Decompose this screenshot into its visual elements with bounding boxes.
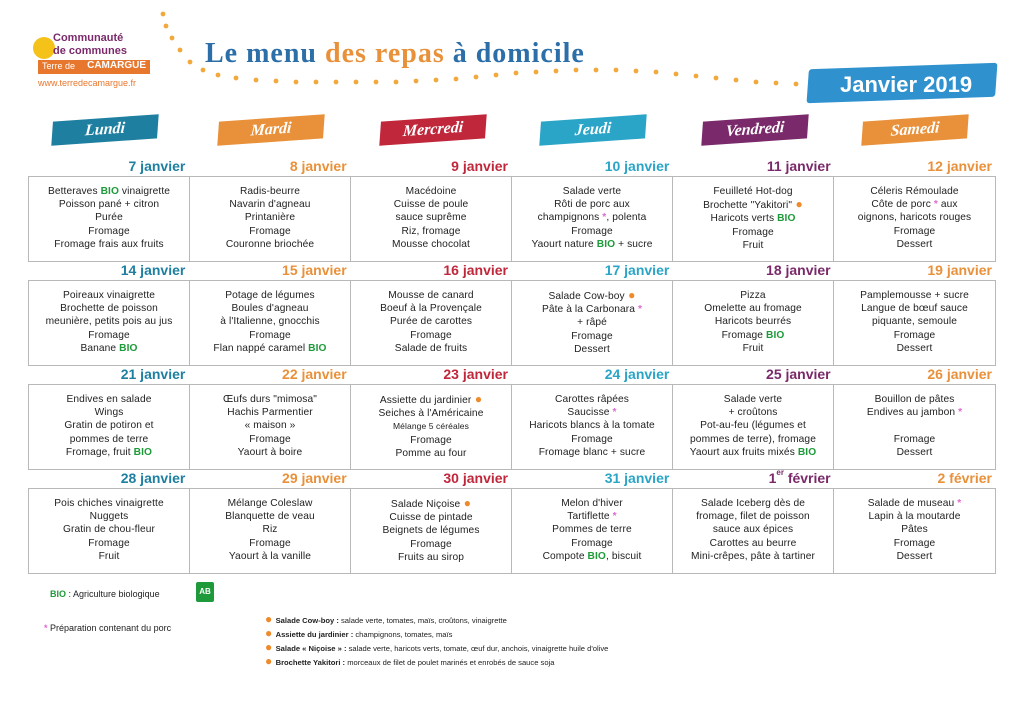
dot-icon: ● bbox=[624, 288, 636, 302]
date-label: 25 janvier bbox=[766, 366, 831, 382]
asterisk-icon: * bbox=[602, 212, 607, 224]
date-label: 30 janvier bbox=[443, 470, 508, 486]
menu-item: Pâtes bbox=[901, 524, 928, 536]
menu-item: à l'Italienne, gnocchis bbox=[220, 316, 320, 328]
date-row bbox=[28, 158, 996, 176]
menu-item: Fromage blanc + sucre bbox=[538, 446, 646, 458]
menu-item: Fruit bbox=[742, 239, 764, 251]
menu-item: Mousse de canard bbox=[388, 290, 474, 301]
menu-item: Fromage BIO bbox=[721, 329, 785, 341]
date-label: 28 janvier bbox=[120, 470, 186, 486]
menu-cell bbox=[29, 385, 190, 469]
menu-item: Pot-au-feu (légumes et bbox=[700, 420, 806, 432]
date-row bbox=[28, 262, 996, 280]
logo-line-1: Communauté bbox=[53, 32, 124, 44]
menu-cell bbox=[673, 385, 834, 469]
menu-item: Riz, fromage bbox=[401, 225, 461, 237]
menu-item: Endives au jambon * bbox=[866, 407, 963, 419]
menu-item: Hachis Parmentier bbox=[227, 407, 313, 419]
menu-item: Œufs durs "mimosa" bbox=[223, 394, 317, 405]
menu-item: Fruit bbox=[742, 342, 764, 354]
menu-item: Nuggets bbox=[89, 511, 129, 523]
date-label: 8 janvier bbox=[289, 158, 347, 174]
date-label: 22 janvier bbox=[282, 366, 347, 382]
menu-item: Betteraves BIO vinaigrette bbox=[47, 186, 171, 197]
menu-cell bbox=[834, 385, 995, 469]
menu-item: Fromage bbox=[571, 537, 613, 549]
menu-item: sauce aux épices bbox=[712, 524, 794, 536]
menu-item: Brochette de poisson bbox=[60, 303, 158, 315]
date-label: 15 janvier bbox=[282, 262, 347, 278]
menu-item: Cuisse de poule bbox=[393, 199, 469, 211]
title-part-2: des repas bbox=[325, 38, 445, 69]
menu-item: Pamplemousse + sucre bbox=[860, 290, 969, 301]
menu-item: Potage de légumes bbox=[225, 290, 315, 301]
menu-item: Fromage bbox=[88, 329, 130, 341]
date-label: 16 janvier bbox=[443, 262, 508, 278]
menu-item: Banane BIO bbox=[80, 342, 138, 354]
dot-icon: ● bbox=[792, 197, 803, 212]
menu-cell bbox=[673, 489, 834, 573]
menu-item: Seiches à l'Américaine bbox=[378, 408, 484, 420]
menu-item: Salade Cow-boy ● bbox=[548, 288, 636, 302]
menu-row bbox=[28, 176, 996, 262]
menu-item: Purée bbox=[95, 212, 123, 224]
menu-item: + croûtons bbox=[728, 407, 778, 419]
menu-item: Cuisse de pintade bbox=[389, 512, 473, 524]
menu-item: Fromage frais aux fruits bbox=[54, 238, 164, 250]
menu-item: Fruit bbox=[98, 550, 120, 562]
asterisk-icon: * bbox=[637, 304, 643, 316]
menu-item: « maison » bbox=[244, 420, 296, 432]
menu-item: Flan nappé caramel BIO bbox=[213, 342, 327, 354]
menu-item: pommes de terre bbox=[69, 433, 149, 445]
menu-item: Carottes au beurre bbox=[709, 537, 797, 549]
menu-item: Fromage bbox=[410, 538, 452, 550]
menu-item: Wings bbox=[94, 407, 124, 419]
menu-item: Poireaux vinaigrette bbox=[62, 290, 156, 301]
legend-note: ● Brochette Yakitori : morceaux de filet de poulet marinés et enrobés de sauce soja bbox=[265, 654, 555, 668]
menu-item: Fromage bbox=[410, 329, 452, 341]
menu-cell bbox=[190, 281, 351, 365]
dot-icon: ● bbox=[471, 392, 483, 406]
menu-cell bbox=[834, 489, 995, 573]
menu-item: Fruits au sirop bbox=[397, 551, 465, 563]
menu-cell bbox=[351, 281, 512, 365]
date-row bbox=[28, 366, 996, 384]
menu-cell bbox=[834, 281, 995, 365]
menu-item: Fromage bbox=[732, 226, 774, 238]
menu-item: Mélange Coleslaw bbox=[227, 498, 313, 509]
menu-item: Navarin d'agneau bbox=[229, 199, 311, 211]
menu-item: Fromage, fruit BIO bbox=[65, 446, 153, 458]
menu-item: Riz bbox=[262, 524, 278, 536]
menu-item: Fromage bbox=[249, 537, 291, 549]
menu-cell bbox=[512, 177, 673, 261]
date-label: 2 février bbox=[937, 470, 992, 486]
menu-item: Yaourt aux fruits mixés BIO bbox=[689, 446, 817, 458]
menu-cell bbox=[29, 177, 190, 261]
menu-cell bbox=[512, 489, 673, 573]
day-label: Mercredi bbox=[402, 118, 464, 141]
dot-icon: ● bbox=[265, 626, 276, 640]
menu-row bbox=[28, 488, 996, 574]
legend-pork-text: Préparation contenant du porc bbox=[50, 623, 172, 633]
menu-item: Yaourt à la vanille bbox=[228, 550, 312, 562]
date-label: 24 janvier bbox=[604, 366, 670, 382]
menu-item: Mini-crêpes, pâte à tartiner bbox=[691, 550, 815, 562]
asterisk-icon: * bbox=[958, 407, 963, 419]
menu-item: Fromage bbox=[893, 329, 936, 341]
menu-item: Melon d'hiver bbox=[561, 498, 623, 509]
menu-item: Boeuf à la Provençale bbox=[380, 303, 482, 315]
menu-item: Mélange 5 céréales bbox=[393, 421, 469, 432]
menu-item: Rôti de porc aux bbox=[554, 199, 630, 211]
title-part-1: Le menu bbox=[205, 38, 317, 69]
menu-item: Macédoine bbox=[405, 186, 457, 197]
date-label: 21 janvier bbox=[120, 366, 186, 382]
menu-item: Couronne briochée bbox=[225, 238, 315, 250]
menu-cell bbox=[351, 489, 512, 573]
legend-notes bbox=[265, 613, 608, 669]
menu-item: Feuilleté Hot-dog bbox=[713, 186, 793, 197]
menu-item: Pommes de terre bbox=[552, 524, 632, 536]
logo-band bbox=[38, 60, 150, 74]
dot-icon: ● bbox=[265, 612, 276, 626]
menu-cell bbox=[512, 385, 673, 469]
menu-item: Salade de fruits bbox=[394, 342, 468, 354]
menu-item: Salade verte bbox=[562, 186, 622, 197]
menu-item: Mousse chocolat bbox=[392, 238, 470, 250]
legend-note: ● Assiette du jardinier : champignons, tomates, maïs bbox=[265, 626, 453, 640]
menu-item: Omelette au fromage bbox=[704, 303, 802, 315]
menu-cell bbox=[190, 177, 351, 261]
date-label: 17 janvier bbox=[604, 262, 670, 278]
menu-item: Gratin de chou-fleur bbox=[62, 524, 156, 536]
legend-note: ● Salade « Niçoise » : salade verte, haricots verts, tomate, œuf dur, anchois, vinaigrette huile d'olive bbox=[265, 640, 609, 654]
date-label: 26 janvier bbox=[927, 366, 992, 382]
menu-item: Salade Niçoise ● bbox=[390, 496, 472, 510]
date-label: 18 janvier bbox=[766, 262, 831, 278]
date-label: 9 janvier bbox=[451, 158, 508, 174]
menu-item: Haricots blancs à la tomate bbox=[529, 420, 655, 432]
menu-item: Fromage bbox=[88, 225, 130, 237]
menu-item: sauce suprême bbox=[395, 212, 467, 224]
legend-pork bbox=[44, 623, 171, 633]
asterisk-icon: * bbox=[612, 511, 617, 523]
menu-item: Fromage bbox=[249, 433, 291, 445]
menu-item: Pois chiches vinaigrette bbox=[54, 498, 164, 509]
asterisk-icon: * bbox=[933, 199, 938, 211]
menu-item: + râpé bbox=[577, 317, 607, 329]
day-label: Vendredi bbox=[725, 118, 785, 141]
menu-item: champignons *, polenta bbox=[537, 212, 647, 224]
menu-cell bbox=[351, 385, 512, 469]
menu-item: Radis-beurre bbox=[239, 186, 301, 197]
day-label: Jeudi bbox=[574, 119, 612, 140]
day-label: Samedi bbox=[890, 119, 941, 140]
menu-item: meunière, petits pois au jus bbox=[45, 316, 173, 328]
menu-item: Carottes râpées bbox=[555, 394, 629, 405]
legend-bio-text: : Agriculture biologique bbox=[68, 589, 160, 599]
menu-item: Dessert bbox=[896, 550, 933, 562]
menu-item: Blanquette de veau bbox=[225, 511, 315, 523]
menu-cell bbox=[834, 177, 995, 261]
menu-item: Fromage bbox=[571, 433, 613, 445]
menu-item: Poisson pané + citron bbox=[58, 199, 160, 211]
menu-item: Beignets de légumes bbox=[382, 525, 480, 537]
sun-icon bbox=[33, 37, 55, 59]
date-label: 12 janvier bbox=[927, 158, 992, 174]
menu-item: Salade Iceberg dès de bbox=[700, 498, 806, 509]
date-label: 23 janvier bbox=[443, 366, 508, 382]
menu-item: Fromage bbox=[571, 225, 613, 237]
menu-item: Bouillon de pâtes bbox=[874, 394, 955, 405]
asterisk-icon: * bbox=[957, 498, 962, 509]
menu-item: Compote BIO, biscuit bbox=[542, 550, 642, 562]
logo-line-2: de communes bbox=[53, 45, 127, 57]
menu-cell bbox=[29, 489, 190, 573]
dot-icon: ● bbox=[265, 654, 276, 668]
menu-item: pommes de terre), fromage bbox=[690, 433, 816, 445]
date-label: 31 janvier bbox=[604, 470, 670, 486]
day-label: Lundi bbox=[84, 119, 126, 140]
dot-icon: ● bbox=[460, 496, 472, 510]
date-label: 19 janvier bbox=[927, 262, 992, 278]
menu-cell bbox=[673, 177, 834, 261]
menu-item: Pâte à la Carbonara * bbox=[541, 304, 643, 316]
menu-item: Fromage bbox=[893, 433, 936, 445]
menu-item: Langue de bœuf sauce bbox=[861, 303, 968, 315]
menu-item: Purée de carottes bbox=[389, 316, 473, 328]
menu-item: Tartiflette * bbox=[567, 511, 617, 523]
menu-item: Fromage bbox=[249, 329, 291, 341]
menu-item: Fromage bbox=[571, 330, 613, 342]
menu-item: Salade de museau * bbox=[867, 498, 962, 509]
menu-item: Haricots beurrés bbox=[714, 316, 792, 328]
menu-cell bbox=[190, 385, 351, 469]
menu-item: Boules d'agneau bbox=[231, 303, 309, 315]
menu-item bbox=[834, 419, 995, 432]
menu-item: Lapin à la moutarde bbox=[868, 511, 961, 523]
menu-item: Printanière bbox=[244, 212, 296, 224]
date-label: 11 janvier bbox=[766, 158, 831, 174]
menu-item: Yaourt à boire bbox=[237, 446, 303, 458]
logo-url[interactable]: www.terredecamargue.fr bbox=[38, 78, 137, 88]
menu-item: Fromage bbox=[893, 537, 936, 549]
menu-item: Gratin de potiron et bbox=[64, 420, 154, 432]
legend-note: ● Salade Cow-boy : salade verte, tomates, maïs, croûtons, vinaigrette bbox=[265, 612, 507, 626]
date-label: 1er février bbox=[768, 468, 831, 486]
legend-bio bbox=[50, 589, 160, 599]
ab-logo-icon: AB bbox=[196, 582, 214, 602]
menu-item: Fromage bbox=[249, 225, 291, 237]
menu-item: piquante, semoule bbox=[872, 316, 957, 328]
legend-bio-key: BIO bbox=[50, 589, 67, 599]
month-label: Janvier 2019 bbox=[840, 72, 973, 97]
menu-cell bbox=[190, 489, 351, 573]
page-title bbox=[205, 38, 585, 70]
menu-item: Pomme au four bbox=[395, 447, 467, 459]
menu-item: Haricots verts BIO bbox=[710, 213, 796, 225]
dot-icon: ● bbox=[265, 640, 276, 654]
menu-item: Yaourt nature BIO + sucre bbox=[531, 238, 653, 250]
menu-item: Dessert bbox=[896, 446, 933, 458]
menu-cell bbox=[351, 177, 512, 261]
asterisk-icon: * bbox=[44, 623, 48, 633]
menu-item: Saucisse * bbox=[567, 407, 617, 419]
date-row bbox=[28, 470, 996, 488]
menu-item: oignons, haricots rouges bbox=[857, 212, 972, 224]
menu-item: Dessert bbox=[896, 238, 933, 250]
menu-item: Assiette du jardinier ● bbox=[379, 392, 483, 406]
day-label: Mardi bbox=[250, 119, 293, 140]
menu-cell bbox=[512, 281, 673, 365]
date-label: 10 janvier bbox=[604, 158, 670, 174]
menu-grid bbox=[28, 158, 996, 574]
date-label: 14 janvier bbox=[120, 262, 186, 278]
menu-item: Fromage bbox=[88, 537, 130, 549]
logo-band-small: Terre de bbox=[42, 61, 76, 71]
menu-item: Fromage bbox=[893, 225, 936, 237]
menu-item: Pizza bbox=[740, 290, 766, 301]
menu-item: Dessert bbox=[574, 343, 610, 355]
menu-item: Dessert bbox=[896, 342, 933, 354]
menu-item: Endives en salade bbox=[66, 394, 152, 405]
asterisk-icon: * bbox=[612, 407, 617, 419]
menu-row bbox=[28, 384, 996, 470]
logo[interactable] bbox=[33, 32, 153, 92]
menu-item: Salade verte bbox=[723, 394, 783, 405]
menu-item: Fromage bbox=[410, 434, 452, 446]
menu-item: Côte de porc * aux bbox=[871, 199, 958, 211]
logo-band-text: CAMARGUE bbox=[87, 60, 146, 71]
date-label: 7 janvier bbox=[128, 158, 186, 174]
date-label: 29 janvier bbox=[282, 470, 347, 486]
menu-cell bbox=[29, 281, 190, 365]
menu-item: fromage, filet de poisson bbox=[696, 511, 810, 523]
menu-row bbox=[28, 280, 996, 366]
title-part-3: à domicile bbox=[452, 38, 585, 69]
menu-item: Brochette "Yakitori" ● bbox=[703, 197, 803, 212]
menu-item: Céleris Rémoulade bbox=[870, 186, 959, 197]
menu-cell bbox=[673, 281, 834, 365]
